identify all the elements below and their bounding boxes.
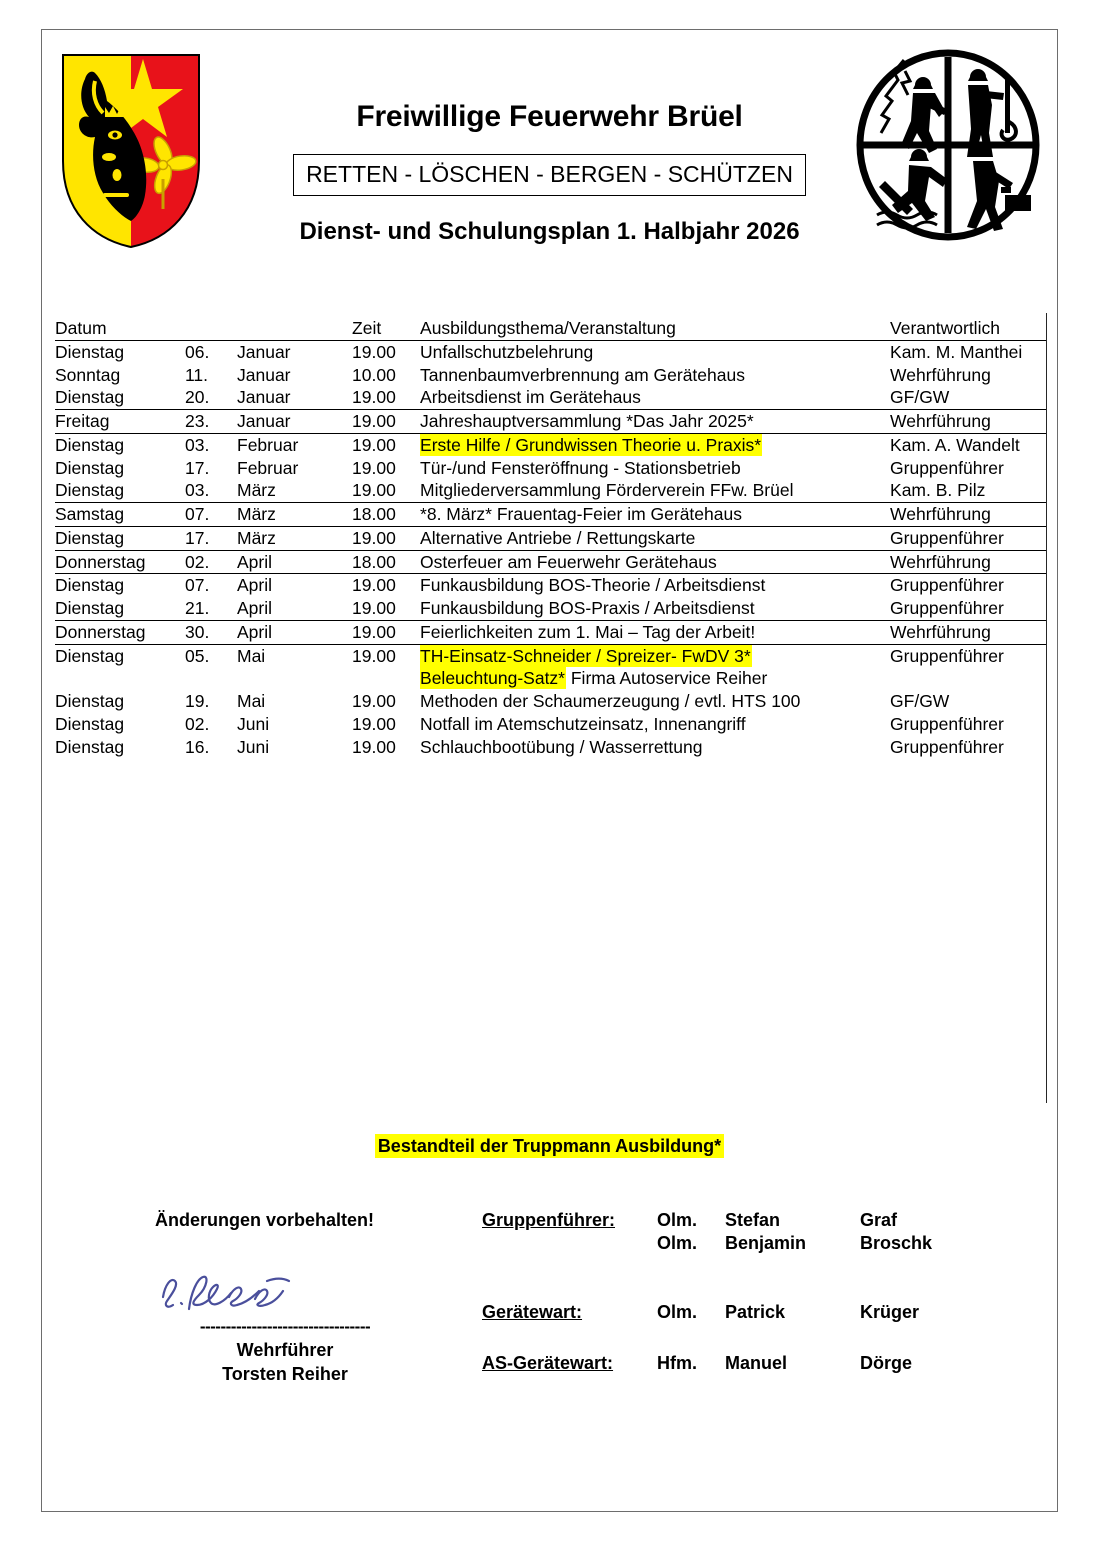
cell-topic: Methoden der Schaumerzeugung / evtl. HTS 100 xyxy=(420,691,801,711)
cell-month: Februar xyxy=(237,434,299,455)
signature-line: --------------------------------- xyxy=(199,1317,371,1336)
table-row xyxy=(55,574,1046,597)
cell-daynumber: 02. xyxy=(185,550,237,574)
cell-weekday: Dienstag xyxy=(55,575,125,596)
role-row xyxy=(482,1302,1010,1325)
cell-responsible: GF/GW xyxy=(890,691,950,711)
cell-time: 19.00 xyxy=(352,645,396,666)
cell-time: 19.00 xyxy=(352,598,396,618)
cell-time: 19.00 xyxy=(352,410,420,434)
bruel-coat-of-arms-icon xyxy=(59,51,203,251)
cell-weekday: Dienstag xyxy=(55,480,125,501)
table-row xyxy=(55,457,1046,480)
table-row xyxy=(55,433,1046,456)
table-row xyxy=(55,340,1046,363)
wehrfuehrer-role: Wehrführer xyxy=(236,1340,334,1360)
cell-time: 19.00 xyxy=(352,387,396,408)
table-row xyxy=(55,597,1046,620)
cell-weekday: Dienstag xyxy=(55,713,125,734)
cell-month: März xyxy=(237,527,276,548)
cell-weekday: Sonntag xyxy=(55,364,121,385)
footer-left-block xyxy=(115,1210,455,1385)
column-header-responsible: Verantwortlich xyxy=(890,317,1046,340)
document-footer xyxy=(42,1210,1059,1460)
role-spacer xyxy=(482,1256,1010,1302)
cell-month: April xyxy=(237,620,352,644)
cell-topic: Schlauchbootübung / Wasserrettung xyxy=(420,736,703,757)
cell-topic: Alternative Antriebe / Rettungskarte xyxy=(420,527,696,548)
role-row xyxy=(482,1210,1010,1233)
page-frame xyxy=(41,29,1058,1512)
cell-topic xyxy=(420,644,890,690)
cell-topic-line1: TH-Einsatz-Schneider / Spreizer- FwDV 3* xyxy=(420,645,751,666)
person-firstname: Stefan xyxy=(725,1210,781,1230)
cell-daynumber: 21. xyxy=(185,598,210,618)
cell-responsible: Wehrführung xyxy=(890,364,991,385)
table-row xyxy=(55,736,1046,759)
cell-time: 19.00 xyxy=(352,713,396,734)
cell-weekday: Donnerstag xyxy=(55,550,185,574)
cell-daynumber: 05. xyxy=(185,645,210,666)
cell-daynumber: 03. xyxy=(185,480,210,501)
cell-responsible: GF/GW xyxy=(890,387,950,408)
table-right-rule xyxy=(1046,313,1047,1103)
cell-month: März xyxy=(237,503,352,527)
column-header-date: Datum xyxy=(55,317,352,340)
cell-month: April xyxy=(237,575,273,596)
cell-daynumber: 19. xyxy=(185,691,210,711)
cell-month: Juni xyxy=(237,713,270,734)
truppmann-note xyxy=(42,1136,1057,1157)
table-row xyxy=(55,713,1046,736)
cell-responsible: Gruppenführer xyxy=(890,736,1004,757)
person-firstname: Manuel xyxy=(725,1353,788,1373)
cell-time: 19.00 xyxy=(352,480,396,501)
cell-time: 19.00 xyxy=(352,434,396,455)
page-title: Freiwillige Feuerwehr Brüel xyxy=(356,100,743,133)
table-row xyxy=(55,410,1046,434)
cell-month: Januar xyxy=(237,341,291,362)
cell-time: 19.00 xyxy=(352,620,420,644)
cell-responsible: Wehrführung xyxy=(890,503,1046,527)
column-header-time: Zeit xyxy=(352,317,420,340)
cell-responsible: Kam. M. Manthei xyxy=(890,341,1023,362)
motto-box: RETTEN - LÖSCHEN - BERGEN - SCHÜTZEN xyxy=(293,154,806,196)
cell-topic: Feierlichkeiten zum 1. Mai – Tag der Arbeit! xyxy=(420,620,890,644)
cell-responsible: Wehrführung xyxy=(890,550,1046,574)
handwritten-signature-icon xyxy=(115,1263,455,1321)
cell-weekday: Dienstag xyxy=(55,736,125,757)
cell-weekday: Dienstag xyxy=(55,341,125,362)
cell-month: Juni xyxy=(237,736,270,757)
cell-weekday: Dienstag xyxy=(55,645,125,666)
table-row xyxy=(55,550,1046,574)
table-row xyxy=(55,479,1046,502)
cell-responsible: Gruppenführer xyxy=(890,575,1004,596)
cell-daynumber: 03. xyxy=(185,434,210,455)
cell-time: 19.00 xyxy=(352,527,396,548)
cell-time: 18.00 xyxy=(352,550,420,574)
wehrfuehrer-name: Torsten Reiher xyxy=(222,1364,348,1384)
column-header-topic: Ausbildungsthema/Veranstaltung xyxy=(420,317,890,340)
cell-month: Januar xyxy=(237,387,291,408)
cell-weekday: Freitag xyxy=(55,410,185,434)
truppmann-note-text: Bestandteil der Truppmann Ausbildung* xyxy=(375,1134,724,1158)
plan-subtitle: Dienst- und Schulungsplan 1. Halbjahr 2026 xyxy=(299,218,800,245)
cell-responsible: Wehrführung xyxy=(890,620,1046,644)
cell-topic: Mitgliederversammlung Förderverein FFw. Brüel xyxy=(420,480,794,501)
role-row xyxy=(482,1233,1010,1256)
cell-topic: Funkausbildung BOS-Praxis / Arbeitsdienst xyxy=(420,598,755,618)
cell-weekday: Dienstag xyxy=(55,691,125,711)
cell-time: 19.00 xyxy=(352,457,396,478)
cell-daynumber: 07. xyxy=(185,503,237,527)
cell-daynumber: 02. xyxy=(185,713,210,734)
cell-time: 19.00 xyxy=(352,736,396,757)
cell-weekday: Samstag xyxy=(55,503,185,527)
cell-responsible: Gruppenführer xyxy=(890,527,1004,548)
cell-weekday: Dienstag xyxy=(55,598,125,618)
cell-month: Mai xyxy=(237,691,266,711)
cell-month: Januar xyxy=(237,410,352,434)
person-firstname: Patrick xyxy=(725,1302,786,1322)
cell-weekday: Donnerstag xyxy=(55,620,185,644)
person-lastname: Dörge xyxy=(860,1353,913,1373)
cell-daynumber: 17. xyxy=(185,457,210,478)
cell-topic-text: Erste Hilfe / Grundwissen Theorie u. Praxis* xyxy=(420,434,762,455)
cell-topic xyxy=(420,433,890,456)
table-row xyxy=(55,386,1046,409)
cell-month: April xyxy=(237,550,352,574)
cell-topic: Arbeitsdienst im Gerätehaus xyxy=(420,387,641,408)
cell-time: 19.00 xyxy=(352,575,396,596)
cell-daynumber: 11. xyxy=(185,364,209,385)
role-label: AS-Gerätewart: xyxy=(482,1353,614,1373)
cell-weekday: Dienstag xyxy=(55,527,125,548)
role-row xyxy=(482,1353,1010,1376)
cell-responsible: Kam. B. Pilz xyxy=(890,480,986,501)
document-header xyxy=(42,30,1057,285)
person-lastname: Krüger xyxy=(860,1302,920,1322)
cell-topic: Funkausbildung BOS-Theorie / Arbeitsdienst xyxy=(420,575,766,596)
cell-topic-line2-rest: Firma Autoservice Reiher xyxy=(566,668,768,689)
cell-topic: Tür-/und Fensteröffnung - Stationsbetrieb xyxy=(420,457,741,478)
cell-responsible: Gruppenführer xyxy=(890,598,1004,618)
table-row xyxy=(55,690,1046,713)
cell-daynumber: 30. xyxy=(185,620,237,644)
cell-daynumber: 20. xyxy=(185,387,210,408)
cell-time: 18.00 xyxy=(352,503,420,527)
cell-topic: *8. März* Frauentag-Feier im Gerätehaus xyxy=(420,503,890,527)
table-row xyxy=(55,620,1046,644)
person-rank: Olm. xyxy=(657,1302,698,1322)
person-firstname: Benjamin xyxy=(725,1233,807,1253)
footer-roles-block xyxy=(482,1210,1042,1376)
cell-responsible: Wehrführung xyxy=(890,410,1046,434)
disclaimer-text: Änderungen vorbehalten! xyxy=(155,1210,375,1230)
person-rank: Olm. xyxy=(657,1233,698,1253)
cell-daynumber: 17. xyxy=(185,527,210,548)
cell-time: 19.00 xyxy=(352,691,396,711)
role-label: Gerätewart: xyxy=(482,1302,583,1322)
cell-topic: Notfall im Atemschutzeinsatz, Innenangriff xyxy=(420,713,746,734)
person-lastname: Broschk xyxy=(860,1233,933,1253)
table-row xyxy=(55,644,1046,690)
cell-topic: Osterfeuer am Feuerwehr Gerätehaus xyxy=(420,550,890,574)
cell-weekday: Dienstag xyxy=(55,434,125,455)
person-lastname: Graf xyxy=(860,1210,898,1230)
cell-weekday: Dienstag xyxy=(55,457,125,478)
cell-responsible: Gruppenführer xyxy=(890,457,1004,478)
person-rank: Hfm. xyxy=(657,1353,697,1373)
title-block xyxy=(262,100,837,246)
cell-responsible: Gruppenführer xyxy=(890,713,1004,734)
table-row xyxy=(55,526,1046,550)
role-label: Gruppenführer: xyxy=(482,1210,615,1230)
cell-topic-line2-highlight: Beleuchtung-Satz* xyxy=(420,668,565,689)
table-header-row xyxy=(55,317,1046,340)
cell-month: April xyxy=(237,598,273,618)
cell-month: März xyxy=(237,480,276,501)
cell-weekday: Dienstag xyxy=(55,387,125,408)
fire-brigade-emblem-icon xyxy=(855,49,1041,241)
role-label xyxy=(482,1233,657,1256)
cell-time: 10.00 xyxy=(352,364,396,385)
person-rank: Olm. xyxy=(657,1210,698,1230)
cell-responsible: Gruppenführer xyxy=(890,645,1004,666)
role-spacer xyxy=(482,1325,1010,1353)
cell-month: Februar xyxy=(237,457,299,478)
cell-topic: Jahreshauptversammlung *Das Jahr 2025* xyxy=(420,410,890,434)
cell-month: Mai xyxy=(237,645,266,666)
table-row xyxy=(55,364,1046,387)
cell-daynumber: 07. xyxy=(185,575,210,596)
cell-time: 19.00 xyxy=(352,341,396,362)
table-row xyxy=(55,503,1046,527)
cell-responsible: Kam. A. Wandelt xyxy=(890,434,1020,455)
cell-topic: Unfallschutzbelehrung xyxy=(420,341,594,362)
cell-topic: Tannenbaumverbrennung am Gerätehaus xyxy=(420,364,745,385)
schedule-table xyxy=(55,317,1046,758)
cell-daynumber: 16. xyxy=(185,736,210,757)
cell-daynumber: 06. xyxy=(185,341,210,362)
cell-month: Januar xyxy=(237,364,291,385)
cell-daynumber: 23. xyxy=(185,410,237,434)
